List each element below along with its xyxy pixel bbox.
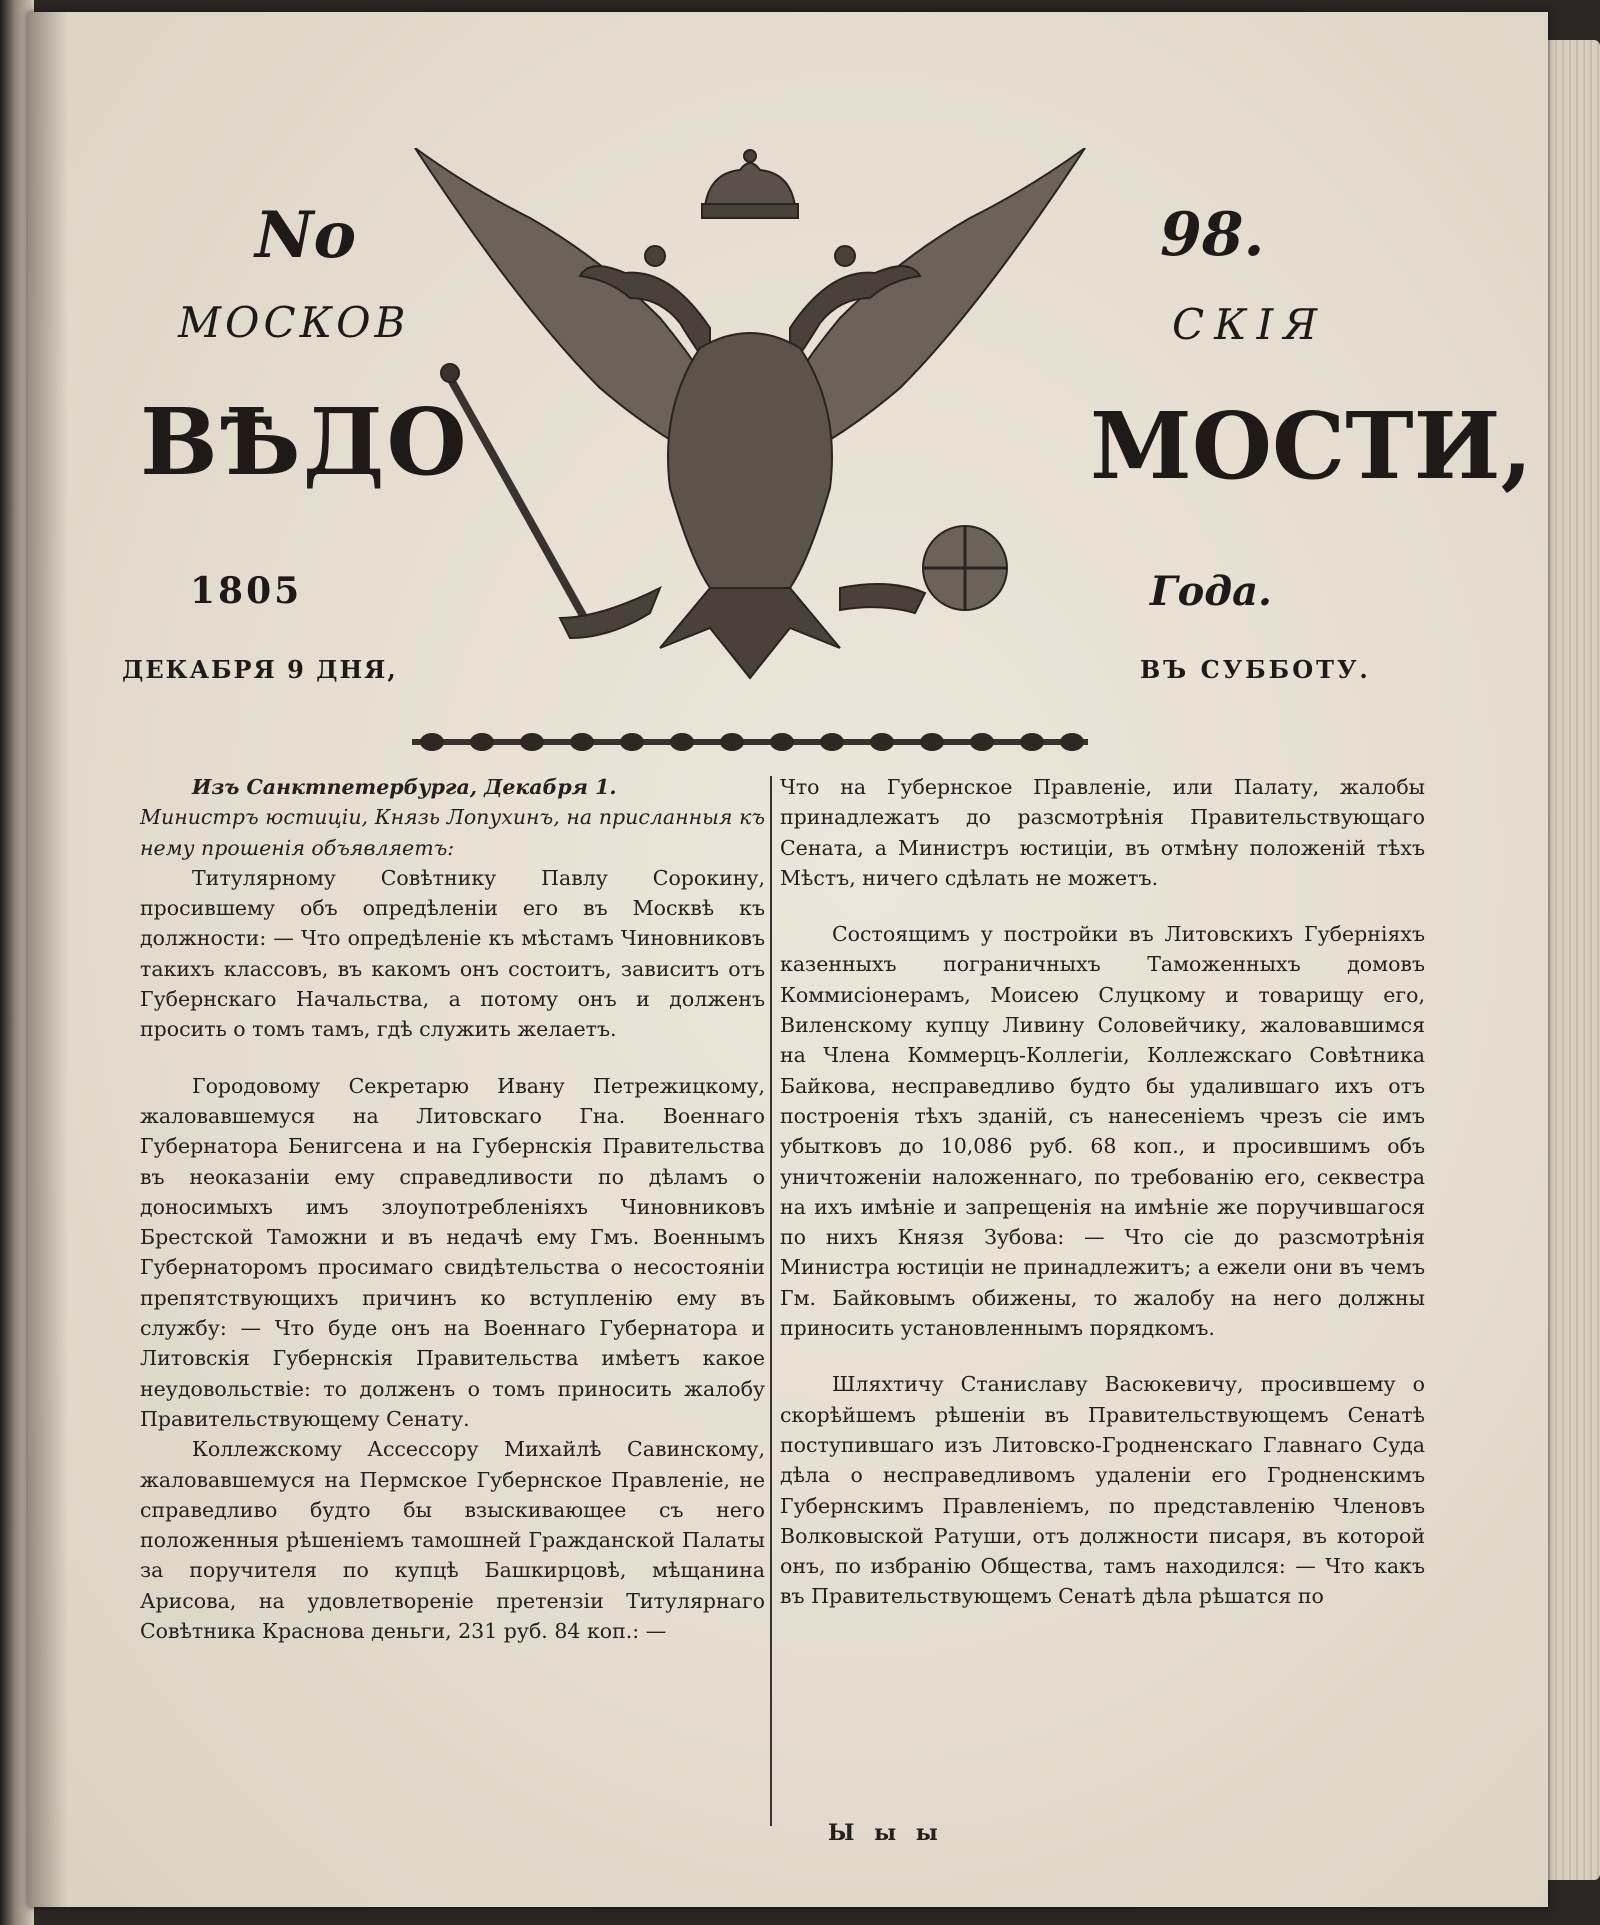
left-text-column: [140, 772, 765, 1646]
issue-number: 98.: [1160, 200, 1265, 270]
column-divider: [770, 776, 772, 1826]
masthead-number-prefix: No: [255, 198, 357, 273]
signature-mark: Ы ы ы: [828, 1820, 944, 1846]
right-text-column: [780, 772, 1425, 1612]
masthead-title-part2: СКІЯ: [1172, 300, 1328, 349]
dateline: Изъ Санктпетербурга, Декабря 1.: [192, 775, 617, 799]
masthead-title-part4: МОСТИ,: [1090, 392, 1533, 500]
issue-year-word: Года.: [1150, 568, 1272, 615]
paragraph: Шляхтичу Станиславу Васюкевичу, просившему о скорѣйшемъ рѣшеніи въ Правительствующемъ Сенатѣ поступившаго изъ Литовско-Гродненскаго Главнаго Суда дѣла о несправедливомъ удаленіи его Гродненскимъ Губернскимъ Правленіемъ, по представленію Членовъ Волковыской Ратуши, отъ должности писаря, въ которой онъ, по избранію Общества, тамъ находился: — Что какъ въ Правительствующемъ Сенатѣ дѣла рѣшатся по: [780, 1372, 1425, 1609]
paragraph: Состоящимъ у постройки въ Литовскихъ Губерніяхъ казенныхъ пограничныхъ Таможенныхъ домовъ Коммисіонерамъ, Моисею Слуцкому и товарищу его, Виленскому купцу Ливину Соловейчику, жаловавшимся на Члена Коммерцъ-Коллегіи, Коллежскаго Совѣтника Байкова, несправедливо будто бы удалившаго ихъ отъ построенія тѣхъ зданій, съ нанесеніемъ чрезъ сіе имъ убытковъ до 10,086 руб. 68 коп., и просившимъ объ уничтоженіи наложеннаго, по требованію его, секвестра на ихъ имѣніе и запрещенія на имѣніе же поручившагося по нихъ Князя Зубова: — Что сіе до разсмотрѣнія Министра юстиціи не принадлежитъ; а ежели они въ чемъ Гм. Байковымъ обижены, то жалобу на него должны приносить установленнымъ порядкомъ.: [780, 922, 1425, 1341]
gutter-shadow: [28, 12, 68, 1907]
paragraph: Что на Губернское Правленіе, или Палату, жалобы принадлежатъ до разсмотрѣнія Правительствующаго Сената, а Министръ юстиціи, въ отмѣну положеній тѣхъ Мѣстъ, ничего сдѣлать не можетъ.: [780, 775, 1425, 890]
paragraph: Титулярному Совѣтнику Павлу Сорокину, просившему объ опредѣленіи его въ Москвѣ къ должности: — Что опредѣленіе къ мѣстамъ Чиновниковъ такихъ классовъ, въ какомъ онъ состоитъ, зависитъ отъ Губернскаго Начальства, а потому онъ и долженъ просить о томъ тамъ, гдѣ служить желаетъ.: [140, 865, 765, 1042]
ornamental-rule: [412, 728, 1088, 756]
double-headed-eagle-emblem: [410, 148, 1090, 708]
masthead-title-part3: ВѢДО: [140, 388, 469, 496]
masthead-title-part1: МОСКОВ: [178, 298, 410, 347]
issue-weekday: ВЪ СУББОТУ.: [1140, 655, 1371, 684]
paragraph: Коллежскому Ассессору Михайлѣ Савинскому, жаловавшемуся на Пермское Губернское Правленіе, не справедливо будто бы взыскивающее съ него положенныя рѣшеніемъ тамошней Гражданской Палаты за поручителя по купцѣ Башкирцовѣ, мѣщанина Арисова, на удовлетвореніе претензіи Титулярнаго Совѣтника Краснова деньги, 231 руб. 84 коп.: —: [140, 1437, 765, 1644]
paragraph: Городовому Секретарю Ивану Петрежицкому, жаловавшемуся на Литовскаго Гна. Военнаго Губернатора Бенигсена и на Губернскія Правительства въ неоказаніи ему справедливости по дѣламъ о доносимыхъ имъ злоупотребленіяхъ Чиновниковъ Брестской Таможни и въ недачѣ ему Гмъ. Военнымъ Губернаторомъ просимаго свидѣтельства о несостояніи препятствующихъ причинъ ко вступленію ему въ службу: — Что буде онъ на Военнаго Губернатора и Литовскія Губернскія Правительства имѣетъ какое неудовольствіе: то долженъ о томъ приносить жалобу Правительствующему Сенату.: [140, 1073, 765, 1431]
issue-year: 1805: [190, 570, 303, 612]
issue-date: ДЕКАБРЯ 9 ДНЯ,: [122, 655, 398, 684]
intro-paragraph: Министръ юстиціи, Князь Лопухинъ, на присланныя къ нему прошенія объявляетъ:: [140, 805, 765, 860]
